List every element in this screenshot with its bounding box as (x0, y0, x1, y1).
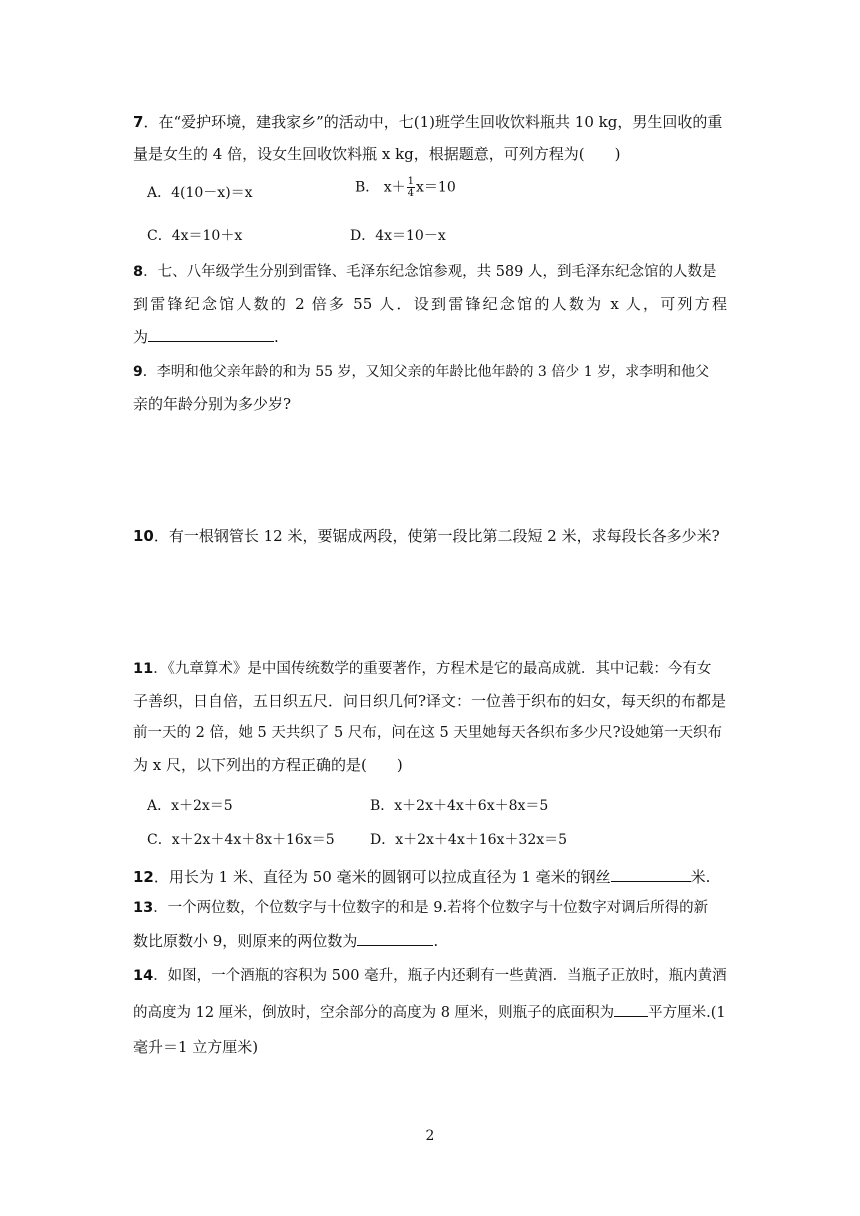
q10-line-1: 10．有一根钢管长 12 米，要锯成两段，使第一段比第二段短 2 米，求每段长各多少米? (133, 527, 720, 545)
q11-line-4: 为 x 尺，以下列出的方程正确的是( ) (133, 756, 403, 774)
q8-line-2: 到雷锋纪念馆人数的 2 倍多 55 人．设到雷锋纪念馆的人数为 x 人，可列方程 (133, 295, 727, 313)
q11-option-b: B．x＋2x＋4x＋6x＋8x＝5 (370, 798, 549, 814)
q11-option-d: D．x＋2x＋4x＋16x＋32x＝5 (370, 832, 568, 848)
q7-option-b: B． x＋ $\frac{1}{4}$ x＝10 (355, 176, 456, 199)
q8-number: 8 (133, 264, 144, 280)
q11-number: 11 (133, 661, 154, 677)
q11-line-1: 11．《九章算术》是中国传统数学的重要著作，方程术是它的最高成就．其中记载：今有女 (133, 661, 712, 677)
answer-blank[interactable] (611, 865, 691, 882)
q14-line-2: 的高度为 12 厘米，倒放时，空余部分的高度为 8 厘米，则瓶子的底面积为 平方厘米.(1 (133, 1000, 726, 1024)
q7-option-d: D．4x＝10－x (350, 228, 446, 244)
q13-number: 13 (133, 900, 154, 916)
q8-line-1: 8．七、八年级学生分别到雷锋、毛泽东纪念馆参观，共 589 人，到毛泽东纪念馆的人数是 (133, 264, 717, 280)
q11-option-c: C．x＋2x＋4x＋8x＋16x＝5 (147, 832, 335, 848)
q13-line-2: 数比原数小 9，则原来的两位数为 . (133, 929, 438, 952)
q11-line-2: 子善织，日自倍，五日织五尺．问日织几何?译文：一位善于织布的妇女，每天织的布都是 (133, 692, 727, 710)
q14-line-1: 14．如图，一个酒瓶的容积为 500 毫升，瓶子内还剩有一些黄酒．当瓶子正放时，瓶内黄酒 (133, 968, 727, 984)
q11-option-a: A．x＋2x＝5 (147, 798, 233, 814)
answer-blank[interactable] (357, 929, 433, 946)
q9-number: 9 (133, 364, 143, 380)
q12-line-1: 12．用长为 1 米、直径为 50 毫米的圆钢可以拉成直径为 1 毫米的钢丝 米. (133, 865, 710, 888)
q13-line-1: 13．一个两位数，个位数字与十位数字的和是 9.若将个位数字与十位数字对调后所得的新 (133, 900, 709, 916)
answer-blank[interactable] (614, 1000, 648, 1017)
q7-option-a: A．4(10－x)＝x (147, 185, 253, 201)
q10-number: 10 (133, 527, 154, 545)
q7-line-2: 量是女生的 4 倍，设女生回收饮料瓶 x kg，根据题意，可列方程为( ) (133, 145, 621, 163)
page-number: 2 (425, 1128, 435, 1144)
q7-line-1: 7．在“爱护环境，建我家乡”的活动中，七(1)班学生回收饮料瓶共 10 kg，男生回收的重 (133, 113, 723, 131)
fraction: $\frac{1}{4}$ (407, 176, 415, 199)
q7-number: 7 (133, 113, 144, 131)
q8-line-3: 为 . (133, 325, 279, 348)
q14-number: 14 (133, 968, 154, 984)
answer-blank[interactable] (148, 325, 274, 342)
q9-line-1: 9．李明和他父亲年龄的和为 55 岁，又知父亲的年龄比他年龄的 3 倍少 1 岁，求李明和他父 (133, 364, 710, 380)
q9-line-2: 亲的年龄分别为多少岁? (133, 395, 292, 413)
q7-option-c: C．4x＝10＋x (147, 228, 243, 244)
q12-number: 12 (133, 868, 154, 886)
q14-line-3: 毫升＝1 立方厘米) (133, 1038, 259, 1056)
q11-line-3: 前一天的 2 倍，她 5 天共织了 5 尺布，问在这 5 天里她每天各织布多少尺?设她第一天织布 (133, 725, 723, 741)
